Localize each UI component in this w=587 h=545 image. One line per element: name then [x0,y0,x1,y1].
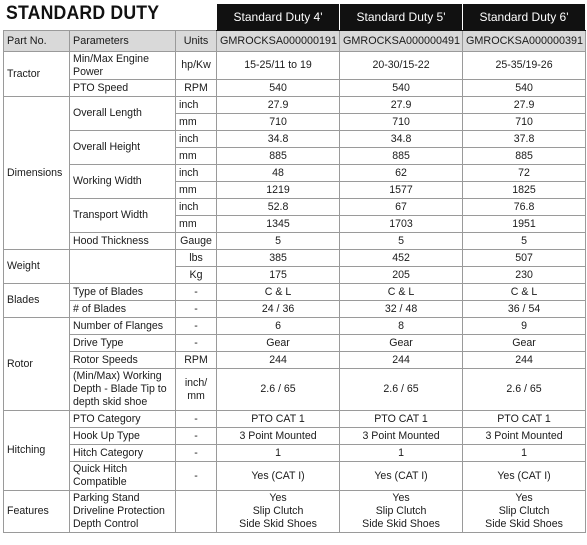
value-cell: 885 [217,148,340,165]
value-cell: Gear [217,335,340,352]
unit-label: inch [176,97,217,114]
parameter-label: Working Width [70,165,176,199]
parameter-label: Parking Stand [73,492,140,504]
value-cell: PTO CAT 1 [217,411,340,428]
value-cell: 2.6 / 65 [340,369,463,411]
value-cell: Gear [463,335,586,352]
value-cell: C & L [340,284,463,301]
parameter-label: Hood Thickness [70,233,176,250]
value-cell: 34.8 [217,131,340,148]
unit-label: inch/ mm [176,369,217,411]
parameter-label: (Min/Max) Working Depth - Blade Tip to depth skid shoe [70,369,176,411]
value-cell: Yes (CAT I) [463,462,586,491]
column-header-row [4,31,586,52]
parameter-label: Depth Control [73,518,139,530]
table-row [4,131,586,148]
parameter-label: Rotor Speeds [70,352,176,369]
parameter-label: Driveline Protection [73,505,165,517]
parameter-label: Drive Type [70,335,176,352]
value-cell: 27.9 [340,97,463,114]
value-cell: 24 / 36 [217,301,340,318]
table-row [4,52,586,80]
section-label: Hitching [4,411,70,491]
value-cell: 34.8 [340,131,463,148]
value-cell: 385 [217,250,340,267]
parameter-label: Overall Length [70,97,176,131]
feature-value: Side Skid Shoes [362,518,440,530]
value-cell [340,491,463,533]
unit-label: inch [176,131,217,148]
unit-label: - [176,428,217,445]
value-cell: 1 [217,445,340,462]
value-cell: 32 / 48 [340,301,463,318]
table-row [4,301,586,318]
parameter-label [70,250,176,284]
unit-label: inch [176,165,217,182]
value-cell: PTO CAT 1 [463,411,586,428]
value-cell: 452 [340,250,463,267]
value-cell: 76.8 [463,199,586,216]
table-row [4,318,586,335]
table-row [4,462,586,491]
unit-label: mm [176,114,217,131]
value-cell: 27.9 [217,97,340,114]
value-cell: 885 [340,148,463,165]
value-cell: 3 Point Mounted [217,428,340,445]
value-cell: PTO CAT 1 [340,411,463,428]
unit-label: RPM [176,352,217,369]
parameter-label: Transport Width [70,199,176,233]
value-cell: 72 [463,165,586,182]
table-row [4,428,586,445]
value-cell: 20-30/15-22 [340,52,463,80]
value-cell: 8 [340,318,463,335]
value-cell: 27.9 [463,97,586,114]
section-label: Features [4,491,70,533]
value-cell: 244 [340,352,463,369]
table-row [4,165,586,182]
unit-label: - [176,445,217,462]
value-cell: 507 [463,250,586,267]
table-row [4,335,586,352]
parameter-label: PTO Category [70,411,176,428]
column-header: Part No. [4,31,70,52]
value-cell: Gear [340,335,463,352]
unit-label: mm [176,182,217,199]
value-cell: 36 / 54 [463,301,586,318]
feature-value: Yes [392,492,410,504]
value-cell [463,491,586,533]
value-cell: 244 [217,352,340,369]
value-cell: 52.8 [217,199,340,216]
value-cell: 230 [463,267,586,284]
table-row [4,411,586,428]
value-cell: 710 [340,114,463,131]
value-cell: 1577 [340,182,463,199]
value-cell: 25-35/19-26 [463,52,586,80]
feature-value: Yes [515,492,533,504]
value-cell: Yes (CAT I) [340,462,463,491]
value-cell: 15-25/11 to 19 [217,52,340,80]
unit-label: - [176,335,217,352]
parameter-label: PTO Speed [70,80,176,97]
value-cell: 540 [463,80,586,97]
table-row [4,97,586,114]
value-cell: 3 Point Mounted [340,428,463,445]
section-label: Dimensions [4,97,70,250]
table-row [4,445,586,462]
page-title: STANDARD DUTY [6,3,160,24]
value-cell: 710 [463,114,586,131]
value-cell: 1951 [463,216,586,233]
table-row [4,491,586,533]
value-cell: 1825 [463,182,586,199]
table-row [4,233,586,250]
unit-label: Kg [176,267,217,284]
value-cell: 1 [463,445,586,462]
unit-label: - [176,284,217,301]
value-cell: 62 [340,165,463,182]
value-cell: 205 [340,267,463,284]
value-cell: 1 [340,445,463,462]
section-label: Blades [4,284,70,318]
model-name: Standard Duty 4' [217,4,340,31]
unit-label: - [176,318,217,335]
parameter-label: Quick Hitch Compatible [70,462,176,491]
value-cell: 6 [217,318,340,335]
parameter-label: Overall Height [70,131,176,165]
parameter-label: Number of Flanges [70,318,176,335]
unit-label: hp/Kw [176,52,217,80]
parameter-label: Hook Up Type [70,428,176,445]
value-cell: 3 Point Mounted [463,428,586,445]
parameter-label: Min/Max Engine Power [70,52,176,80]
table-row [4,369,586,411]
unit-label: Gauge [176,233,217,250]
unit-label: lbs [176,250,217,267]
value-cell: 5 [463,233,586,250]
unit-label: mm [176,216,217,233]
value-cell: 244 [463,352,586,369]
parameter-label: Type of Blades [70,284,176,301]
spec-table [3,3,586,533]
section-label: Weight [4,250,70,284]
unit-label: RPM [176,80,217,97]
value-cell: C & L [217,284,340,301]
value-cell [217,491,340,533]
section-label: Tractor [4,52,70,97]
parameter-list [70,491,176,533]
feature-value: Side Skid Shoes [239,518,317,530]
value-cell: 5 [340,233,463,250]
parameter-label: Hitch Category [70,445,176,462]
column-header: Parameters [70,31,176,52]
column-header: Units [176,31,217,52]
unit-label: - [176,301,217,318]
value-cell: 1703 [340,216,463,233]
value-cell: 48 [217,165,340,182]
value-cell: 1345 [217,216,340,233]
feature-value: Slip Clutch [252,505,304,517]
unit-label: - [176,411,217,428]
value-cell: 885 [463,148,586,165]
model-name: Standard Duty 5' [340,4,463,31]
value-cell: 710 [217,114,340,131]
table-row [4,250,586,267]
value-cell: 2.6 / 65 [217,369,340,411]
table-row [4,199,586,216]
value-cell: 9 [463,318,586,335]
value-cell: 2.6 / 65 [463,369,586,411]
unit-label [176,491,217,533]
feature-value: Yes [269,492,287,504]
unit-label: inch [176,199,217,216]
value-cell: 67 [340,199,463,216]
parameter-label: # of Blades [70,301,176,318]
table-row [4,80,586,97]
value-cell: C & L [463,284,586,301]
model-name: Standard Duty 6' [463,4,586,31]
column-header: GMROCKSA000000391 [463,31,586,52]
value-cell: 1219 [217,182,340,199]
value-cell: 5 [217,233,340,250]
feature-value: Slip Clutch [375,505,427,517]
unit-label: - [176,462,217,491]
value-cell: 540 [340,80,463,97]
feature-value: Side Skid Shoes [485,518,563,530]
table-row [4,352,586,369]
column-header: GMROCKSA000000191 [217,31,340,52]
value-cell: 540 [217,80,340,97]
value-cell: 37.8 [463,131,586,148]
section-label: Rotor [4,318,70,411]
table-row [4,284,586,301]
value-cell: Yes (CAT I) [217,462,340,491]
value-cell: 175 [217,267,340,284]
unit-label: mm [176,148,217,165]
feature-value: Slip Clutch [498,505,550,517]
column-header: GMROCKSA000000491 [340,31,463,52]
